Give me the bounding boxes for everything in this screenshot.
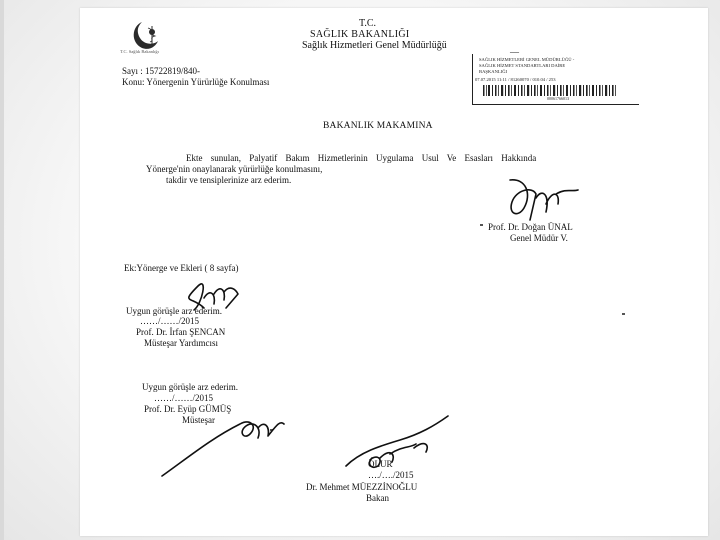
signature-mustesar [162, 422, 284, 476]
slide-left-stripe [0, 0, 4, 540]
stamp-line-4: 07.07.2015 11:11 / 81260070 / 010.04 / 253 [475, 77, 556, 82]
approval-1-name: Prof. Dr. İrfan ŞENCAN [136, 327, 226, 337]
stamp-line-2: SAĞLIK HİZMET STANDARTLARI DAİRE [479, 63, 566, 68]
signature-genel-mudur [510, 180, 578, 220]
approval-1-title: Müsteşar Yardımcısı [144, 338, 218, 348]
approval-2-text: Uygun görüşle arz ederim. [142, 382, 238, 392]
signatory-1-title: Genel Müdür V. [510, 233, 568, 243]
addressee: BAKANLIK MAKAMINA [323, 121, 433, 131]
attachment-note: Ek:Yönerge ve Ekleri ( 8 sayfa) [124, 263, 239, 273]
approval-2-title: Müsteşar [182, 415, 215, 425]
document-subject: Konu: Yönergenin Yürürlüğe Konulması [122, 77, 270, 87]
signatory-1-name: Prof. Dr. Doğan ÜNAL [488, 222, 573, 232]
approval-1-date: ……/……/2015 [140, 316, 200, 326]
approval-olur-date: …./…./2015 [368, 470, 414, 480]
stamp-line-3: BAŞKANLIĞI [479, 69, 508, 74]
signature-bakan [346, 416, 448, 467]
approval-olur: OLUR [368, 459, 393, 469]
minister-name: Dr. Mehmet MÜEZZİNOĞLU [306, 482, 418, 492]
approval-1-text: Uygun görüşle arz ederim. [126, 306, 222, 316]
barcode-number: 00061766013 [547, 96, 569, 101]
header-directorate: Sağlık Hizmetleri Genel Müdürlüğü [302, 40, 447, 51]
body-line-2: Yönerge'nin onaylanarak yürürlüğe konulmasını, [146, 164, 323, 174]
approval-2-name: Prof. Dr. Eyüp GÜMÜŞ [144, 404, 232, 414]
logo-caption: T.C. Sağlık Bakanlığı [120, 49, 159, 54]
scanned-document-page [80, 8, 708, 536]
header-dash: — [510, 47, 519, 57]
signatures-layer [80, 8, 708, 536]
body-line-3: takdir ve tensiplerinize arz ederim. [166, 175, 292, 185]
header-ministry: SAĞLIK BAKANLIĞI [310, 29, 410, 40]
body-line-1: Ekte sunulan, Palyatif Bakım Hizmetlerinin Uygulama Usul Ve Esasları Hakkında [186, 153, 537, 163]
stamp-line-1: SAĞLIK HİZMETLERİ GENEL MÜDÜRLÜĞÜ - [479, 57, 575, 62]
document-number: Sayı : 15722819/840- [122, 66, 200, 76]
signature-mustesar-yardimcisi [189, 284, 238, 310]
minister-title: Bakan [366, 493, 389, 503]
approval-2-date: ……/……/2015 [154, 393, 214, 403]
header-tc: T.C. [359, 18, 377, 29]
